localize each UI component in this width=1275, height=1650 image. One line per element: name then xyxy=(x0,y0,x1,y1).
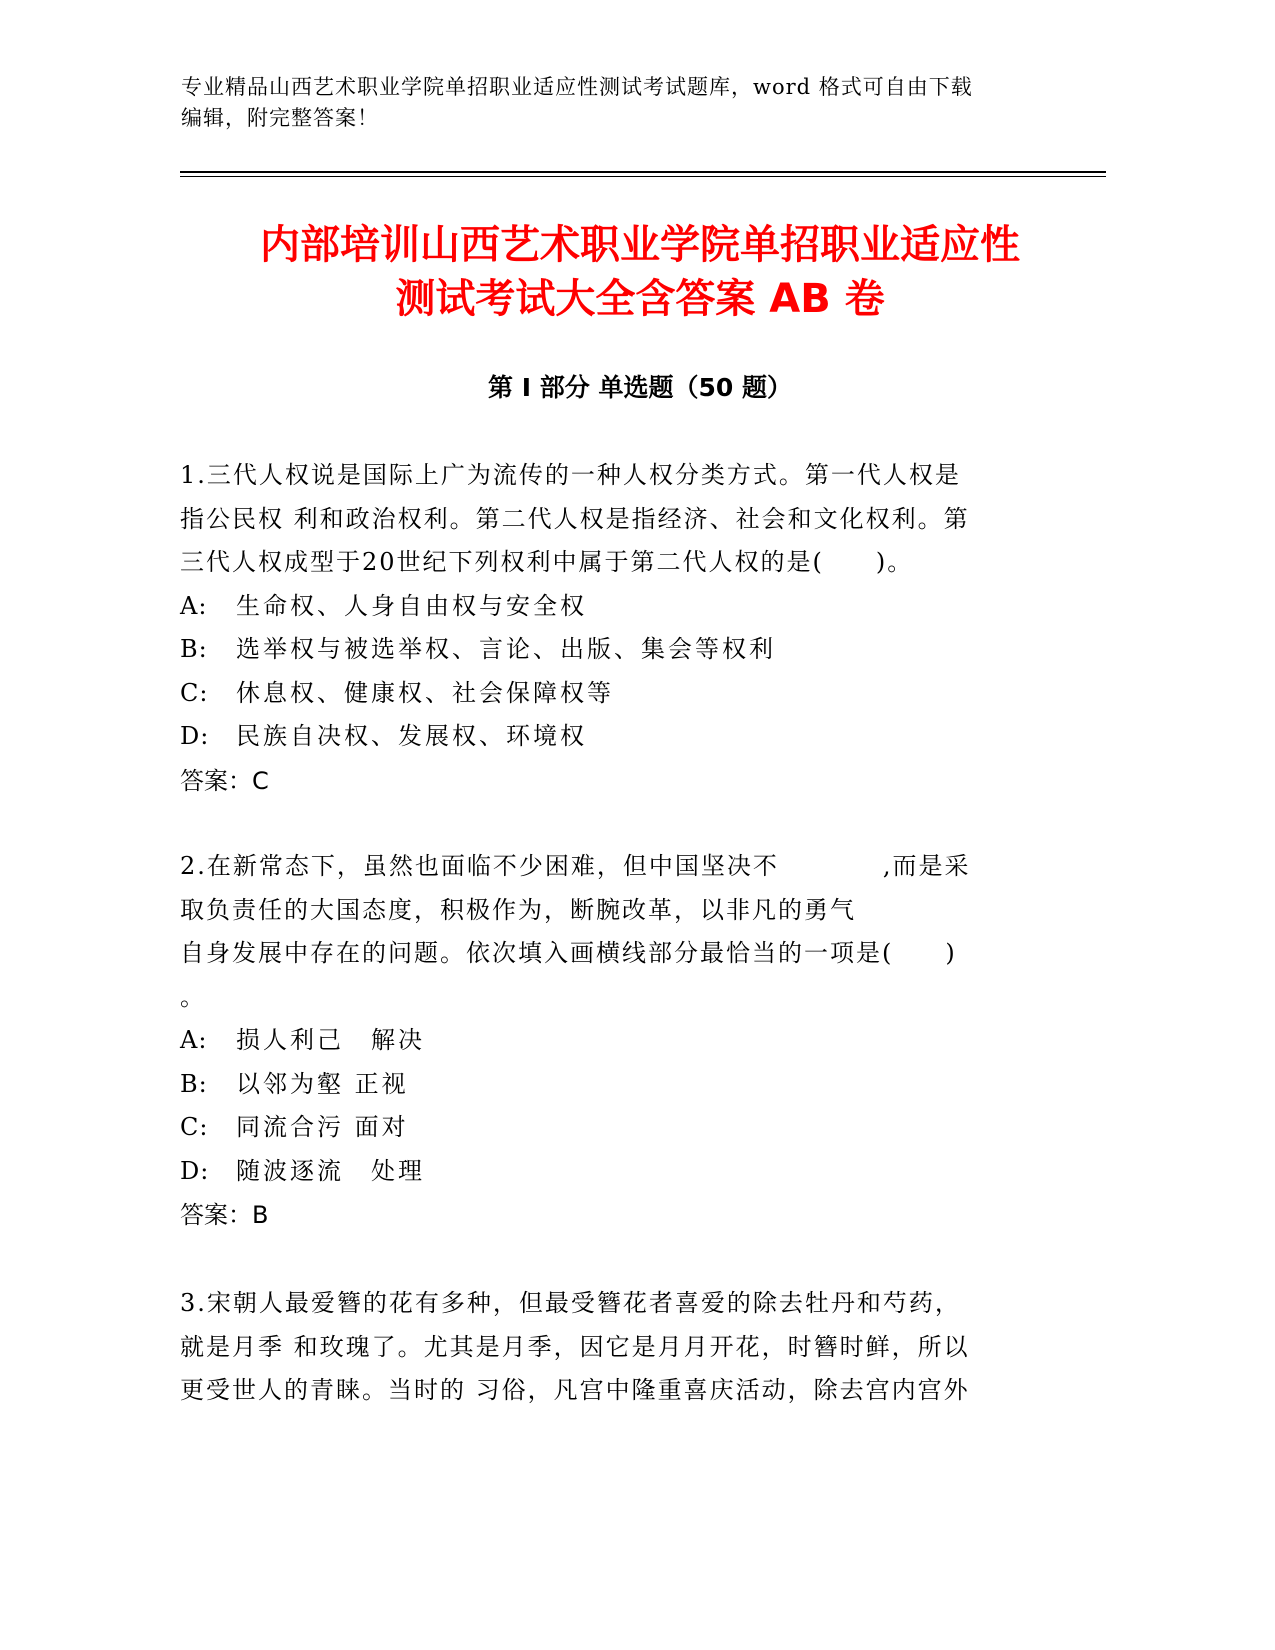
page-title xyxy=(140,218,1140,326)
option-letter: B: xyxy=(180,1069,208,1098)
option-a xyxy=(180,585,1040,629)
question-text xyxy=(180,845,1040,1019)
question-3 xyxy=(180,1282,1040,1413)
header-line-1: 专业精品山西艺术职业学院单招职业适应性测试考试题库，word 格式可自由下载 xyxy=(181,75,973,99)
answer-label: 答案：B xyxy=(180,1201,269,1229)
option-text: 损人利己 解决 xyxy=(236,1026,425,1054)
question-line: 2.在新常态下，虽然也面临不少困难，但中国坚决不 ,而是采 xyxy=(180,852,971,880)
option-text: 同流合污 面对 xyxy=(236,1113,409,1141)
question-1 xyxy=(180,454,1040,803)
question-text xyxy=(180,1282,1040,1413)
question-line: 。 xyxy=(180,982,206,1011)
option-a xyxy=(180,1019,1040,1063)
option-letter: A: xyxy=(180,1026,208,1054)
option-b xyxy=(180,628,1040,672)
option-c xyxy=(180,1106,1040,1150)
title-line-1: 内部培训山西艺术职业学院单招职业适应性 xyxy=(260,222,1020,268)
question-line: 自身发展中存在的问题。依次填入画横线部分最恰当的一项是( ) xyxy=(180,939,957,967)
title-line-2: 测试考试大全含答案 AB 卷 xyxy=(395,276,885,322)
question-line: 指公民权 利和政治权利。第二代人权是指经济、社会和文化权利。第 xyxy=(180,504,970,533)
option-letter: B: xyxy=(180,635,208,663)
document-header xyxy=(181,72,1041,134)
question-line: 取负责任的大国态度，积极作为，断腕改革，以非凡的勇气 xyxy=(180,895,856,924)
question-line: 就是月季 和玫瑰了。尤其是月季，因它是月月开花，时簪时鲜，所以 xyxy=(180,1332,970,1361)
option-d xyxy=(180,715,1040,759)
option-text: 民族自决权、发展权、环境权 xyxy=(236,722,587,750)
question-line: 三代人权成型于20世纪下列权利中属于第二代人权的是( )。 xyxy=(180,548,914,576)
option-letter: C: xyxy=(180,678,209,707)
answer-label: 答案：C xyxy=(180,766,269,795)
option-letter: C: xyxy=(180,1113,209,1141)
header-divider-thin xyxy=(180,176,1106,177)
question-2 xyxy=(180,845,1040,1237)
header-divider-thick xyxy=(180,171,1106,173)
option-text: 生命权、人身自由权与安全权 xyxy=(236,591,587,620)
option-text: 休息权、健康权、社会保障权等 xyxy=(236,678,614,707)
option-d xyxy=(180,1150,1040,1194)
question-line: 更受世人的青睐。当时的 习俗，凡宫中隆重喜庆活动，除去宫内宫外 xyxy=(180,1376,970,1404)
option-letter: D: xyxy=(180,1156,210,1185)
option-text: 以邻为壑 正视 xyxy=(236,1069,409,1098)
option-c xyxy=(180,672,1040,716)
option-letter: A: xyxy=(180,591,208,620)
option-text: 选举权与被选举权、言论、出版、集会等权利 xyxy=(236,635,776,663)
section-heading: 第 I 部分 单选题（50 题） xyxy=(488,373,792,402)
option-letter: D: xyxy=(180,722,210,750)
header-line-2: 编辑，附完整答案！ xyxy=(181,106,379,130)
question-line: 1.三代人权说是国际上广为流传的一种人权分类方式。第一代人权是 xyxy=(180,461,961,489)
question-line: 3.宋朝人最爱簪的花有多种，但最受簪花者喜爱的除去牡丹和芍药， xyxy=(180,1289,961,1317)
option-b xyxy=(180,1063,1040,1107)
option-text: 随波逐流 处理 xyxy=(236,1156,425,1185)
question-text xyxy=(180,454,1040,585)
